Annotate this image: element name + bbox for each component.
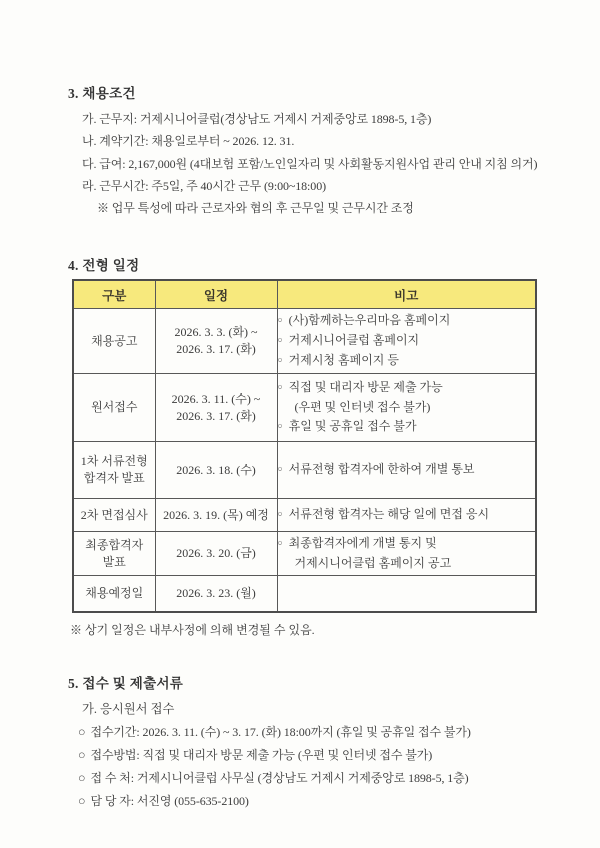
remark-line bbox=[278, 534, 536, 554]
remark-line bbox=[278, 378, 536, 398]
remarks-cell bbox=[277, 499, 536, 532]
schedule-text: 2026. 3. 17. (화) bbox=[176, 408, 256, 423]
circle-bullet-icon: ○ bbox=[277, 463, 283, 474]
schedule-footnote: ※ 상기 일정은 내부사정에 의해 변경될 수 있음. bbox=[70, 622, 315, 637]
remarks-cell bbox=[277, 309, 536, 374]
schedule-text: 2026. 3. 23. (월) bbox=[176, 586, 256, 601]
schedule-cell bbox=[155, 532, 277, 576]
remark-text: 거제시청 홈페이지 등 bbox=[288, 353, 399, 368]
circle-bullet-icon: ○ bbox=[277, 537, 283, 548]
schedule-cell bbox=[155, 576, 277, 612]
circle-bullet-icon: ○ bbox=[277, 420, 283, 431]
circle-bullet-icon: ○ bbox=[277, 354, 283, 365]
table-header-remarks: 비고 bbox=[277, 280, 536, 309]
remarks-cell-empty bbox=[277, 576, 536, 612]
schedule-table bbox=[72, 279, 537, 613]
remark-text: 직접 및 대리자 방문 제출 가능 bbox=[288, 380, 443, 395]
remark-text: 휴일 및 공휴일 접수 불가 bbox=[288, 419, 417, 434]
remarks-cell bbox=[277, 532, 536, 576]
schedule-cell bbox=[155, 442, 277, 499]
table-row-interview bbox=[73, 499, 536, 532]
circle-bullet-icon: ○ bbox=[78, 793, 86, 808]
schedule-text: 2026. 3. 18. (수) bbox=[176, 462, 256, 477]
condition-item-salary: 다. 급여: 2,167,000원 (4대보험 포함/노인일자리 및 사회활동지원사업 관리 안내 지침 의거) bbox=[82, 156, 538, 171]
submission-item-place bbox=[78, 767, 600, 790]
remark-line bbox=[278, 331, 536, 351]
table-row-hire-date bbox=[73, 576, 536, 612]
schedule-text: 2026. 3. 20. (금) bbox=[176, 546, 256, 561]
category-text: 발표 bbox=[102, 554, 126, 569]
circle-bullet-icon: ○ bbox=[78, 724, 86, 739]
circle-bullet-icon: ○ bbox=[277, 508, 283, 519]
category-text: 채용예정일 bbox=[85, 586, 144, 601]
remark-line-continued bbox=[278, 398, 536, 417]
circle-bullet-icon: ○ bbox=[277, 334, 283, 345]
circle-bullet-icon: ○ bbox=[277, 381, 283, 392]
schedule-text: 2026. 3. 19. (목) 예정 bbox=[163, 507, 269, 522]
remark-line bbox=[278, 505, 536, 525]
schedule-cell bbox=[155, 499, 277, 532]
section-5-title: 5. 접수 및 제출서류 bbox=[68, 675, 184, 691]
table-row-job-posting bbox=[73, 309, 536, 374]
condition-list bbox=[82, 108, 600, 219]
remark-line bbox=[278, 351, 536, 371]
table-row-document-screening-result bbox=[73, 442, 536, 499]
category-text: 최종합격자 bbox=[85, 537, 144, 552]
category-text: 2차 면접심사 bbox=[80, 507, 148, 522]
category-cell bbox=[73, 499, 155, 532]
submission-text: 접수기간: 2026. 3. 11. (수) ~ 3. 17. (화) 18:00까지 (휴일 및 공휴일 접수 불가) bbox=[90, 724, 471, 739]
submission-item-contact bbox=[78, 790, 600, 813]
category-text: 채용공고 bbox=[91, 333, 138, 348]
remark-text: (사)함께하는우리마음 홈페이지 bbox=[288, 313, 451, 328]
submission-item-period bbox=[78, 721, 600, 744]
category-text: 합격자 발표 bbox=[83, 471, 145, 486]
section-employment-conditions bbox=[0, 86, 600, 219]
schedule-text: 2026. 3. 3. (화) ~ bbox=[174, 325, 258, 340]
table-header-schedule: 일정 bbox=[155, 280, 277, 309]
remark-line-continued bbox=[278, 554, 536, 573]
section-3-title: 3. 채용조건 bbox=[68, 86, 136, 101]
circle-bullet-icon: ○ bbox=[78, 747, 86, 762]
remark-line bbox=[278, 460, 536, 480]
category-cell bbox=[73, 532, 155, 576]
submission-text: 접수방법: 직접 및 대리자 방문 제출 가능 (우편 및 인터넷 접수 불가) bbox=[90, 747, 433, 762]
schedule-cell bbox=[155, 374, 277, 442]
submission-text: 접 수 처: 거제시니어클럽 사무실 (경상남도 거제시 거제중앙로 1898-5, 1층) bbox=[90, 770, 469, 785]
remark-text: 서류전형 합격자에 한하여 개별 통보 bbox=[288, 462, 475, 477]
remark-line bbox=[278, 417, 536, 437]
section-4-title: 4. 전형 일정 bbox=[68, 258, 140, 274]
category-cell bbox=[73, 442, 155, 499]
submission-text: 담 당 자: 서진영 (055-635-2100) bbox=[90, 793, 249, 808]
submission-item-method bbox=[78, 744, 600, 767]
remarks-cell bbox=[277, 442, 536, 499]
section-submission bbox=[0, 676, 600, 813]
table-row-application-submission bbox=[73, 374, 536, 442]
category-cell bbox=[73, 374, 155, 442]
condition-item-workplace: 가. 근무지: 거제시니어클럽(경상남도 거제시 거제중앙로 1898-5, 1층) bbox=[82, 112, 432, 126]
condition-item-contract-period: 나. 계약기간: 채용일로부터 ~ 2026. 12. 31. bbox=[82, 134, 295, 149]
remark-text: 거제시니어클럽 홈페이지 공고 bbox=[294, 556, 452, 571]
remark-text: 거제시니어클럽 홈페이지 bbox=[288, 333, 420, 348]
circle-bullet-icon: ○ bbox=[277, 314, 283, 325]
application-subtitle: 가. 응시원서 접수 bbox=[82, 701, 175, 716]
section-selection-schedule bbox=[0, 258, 600, 641]
submission-list bbox=[78, 721, 600, 813]
schedule-text: 2026. 3. 11. (수) ~ bbox=[171, 391, 261, 406]
table-header-category: 구분 bbox=[73, 280, 155, 309]
remark-text: (우편 및 인터넷 접수 불가) bbox=[294, 400, 431, 415]
category-cell bbox=[73, 309, 155, 374]
remark-line bbox=[278, 311, 536, 331]
schedule-cell bbox=[155, 309, 277, 374]
schedule-text: 2026. 3. 17. (화) bbox=[176, 342, 256, 357]
remark-text: 서류전형 합격자는 해당 일에 면접 응시 bbox=[288, 507, 490, 522]
table-header-row bbox=[73, 280, 536, 309]
condition-note: ※ 업무 특성에 따라 근로자와 협의 후 근무일 및 근무시간 조정 bbox=[97, 201, 414, 216]
table-row-final-result bbox=[73, 532, 536, 576]
remarks-cell bbox=[277, 374, 536, 442]
remark-text: 최종합격자에게 개별 통지 및 bbox=[288, 536, 437, 551]
circle-bullet-icon: ○ bbox=[78, 770, 86, 785]
category-text: 원서접수 bbox=[91, 400, 138, 415]
category-cell bbox=[73, 576, 155, 612]
condition-item-working-hours: 라. 근무시간: 주5일, 주 40시간 근무 (9:00~18:00) bbox=[82, 178, 326, 193]
category-text: 1차 서류전형 bbox=[80, 454, 148, 469]
